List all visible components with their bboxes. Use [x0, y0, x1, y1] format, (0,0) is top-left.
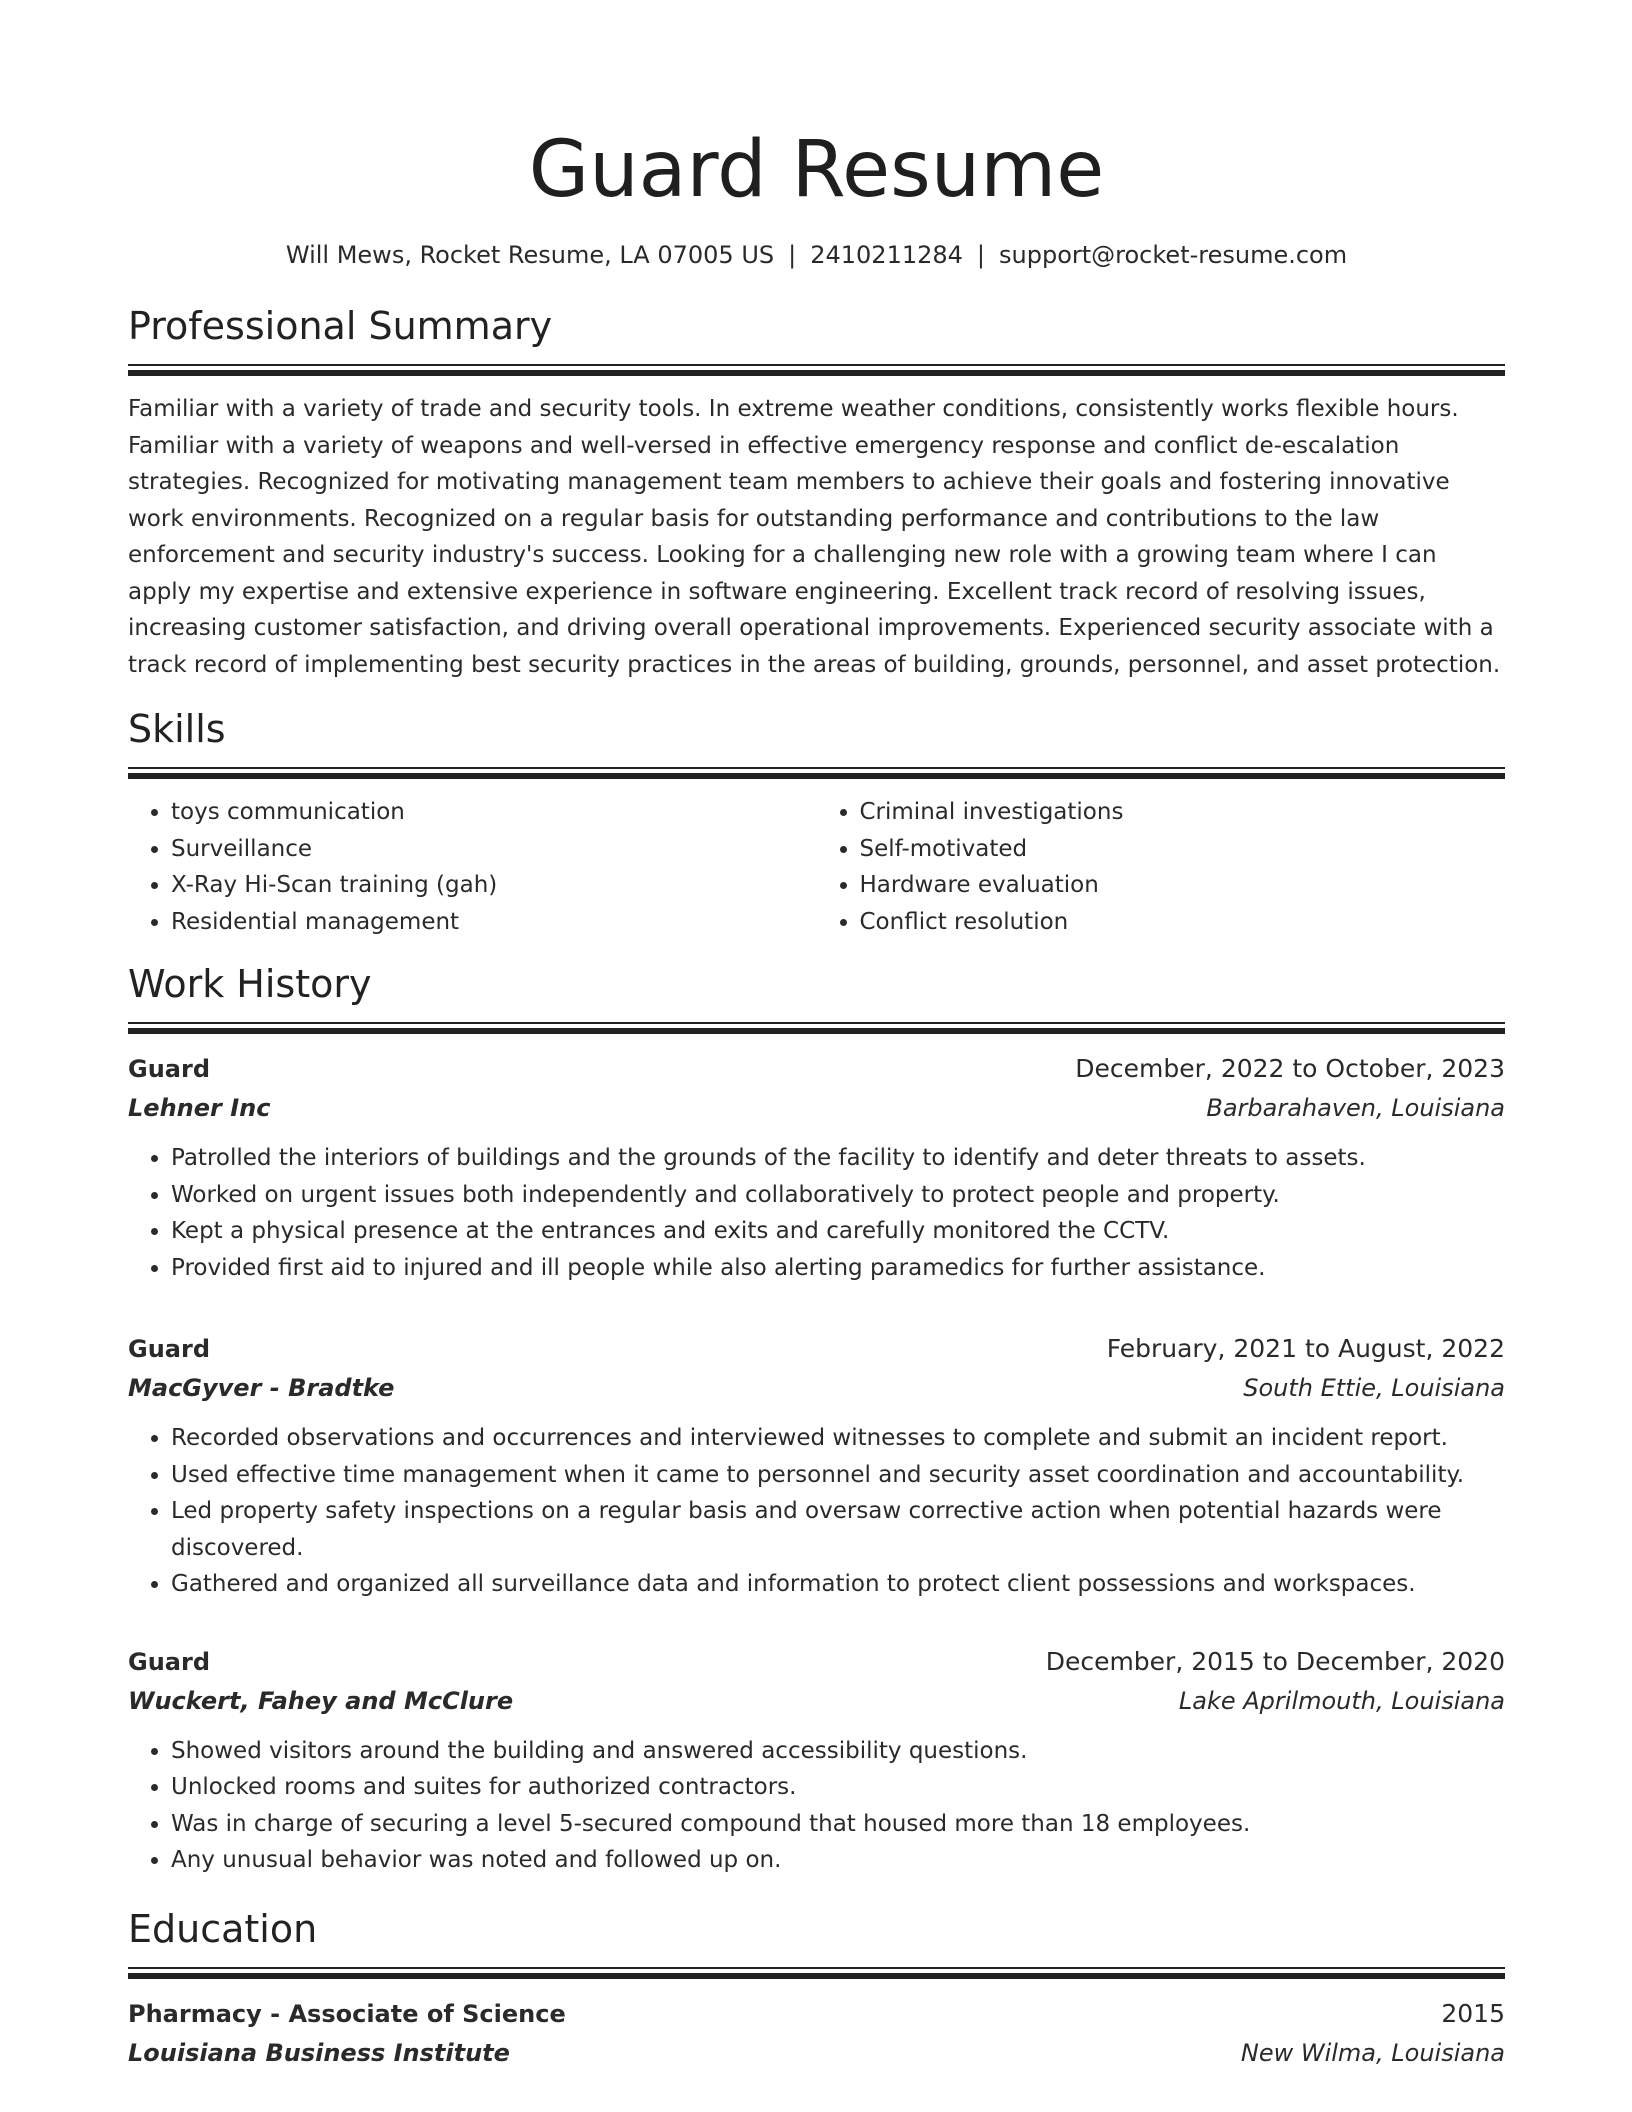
job-bullet: • Recorded observations and occurrences and interviewed witnesses to complete and submit an incident report.: [171, 1420, 1505, 1457]
job-bullet: • Gathered and organized all surveillance data and information to protect client possessions and workspaces.: [171, 1566, 1505, 1603]
job-entry: [128, 1643, 1505, 1879]
job-title: Guard: [128, 1647, 210, 1676]
job-bullet: • Worked on urgent issues both independently and collaboratively to protect people and property.: [171, 1177, 1505, 1214]
skill-item: • X-Ray Hi-Scan training (gah): [171, 867, 817, 904]
summary-section: [128, 302, 1505, 683]
section-divider-thick: [128, 1973, 1505, 1979]
job-bullets: [128, 1140, 1505, 1286]
skill-item: • Residential management: [171, 904, 817, 941]
job-location: Barbarahaven, Louisiana: [1206, 1094, 1505, 1122]
job-company: Wuckert, Fahey and McClure: [128, 1686, 514, 1715]
skills-section: [128, 705, 1505, 940]
job-bullet: • Unlocked rooms and suites for authorized contractors.: [171, 1769, 1505, 1806]
summary-text: Familiar with a variety of trade and security tools. In extreme weather conditions, consistently works flexible hours. Familiar with a variety of weapons and well-versed in effective emergency response and conflict de-escalation strategies. Recognized for motivating management team members to achieve their goals and fostering innovative work environments. Recognized on a regular basis for outstanding performance and contributions to the law enforcement and security industry's success. Looking for a challenging new role with a growing team where I can apply my expertise and extensive experience in software engineering. Excellent track record of resolving issues, increasing customer satisfaction, and driving overall operational improvements. Experienced security associate with a track record of implementing best security practices in the areas of building, grounds, personnel, and asset protection.: [128, 396, 1501, 678]
section-divider-thick: [128, 773, 1505, 779]
job-bullet: • Was in charge of securing a level 5-secured compound that housed more than 18 employees.: [171, 1806, 1505, 1843]
job-location: Lake Aprilmouth, Louisiana: [1178, 1686, 1505, 1715]
job-bullet: • Used effective time management when it came to personnel and security asset coordination and accountability.: [171, 1457, 1505, 1494]
section-divider-thick: [128, 370, 1505, 376]
skills-column-right: [817, 794, 1506, 940]
job-bullet: • Led property safety inspections on a regular basis and oversaw corrective action when potential hazards were discovered.: [171, 1493, 1505, 1566]
job-bullet: • Kept a physical presence at the entrances and exits and carefully monitored the CCTV.: [171, 1213, 1505, 1250]
job-bullets: [128, 1420, 1505, 1603]
section-heading-education: Education: [128, 1906, 318, 1951]
education-location: New Wilma, Louisiana: [1240, 2038, 1505, 2067]
job-bullet: • Patrolled the interiors of buildings and the grounds of the facility to identify and deter threats to assets.: [171, 1140, 1505, 1177]
job-bullets: [128, 1733, 1505, 1879]
job-entry: [128, 1050, 1505, 1286]
contact-email: support@rocket-resume.com: [999, 241, 1348, 269]
job-title: Guard: [128, 1055, 210, 1083]
job-entry: [128, 1330, 1505, 1603]
section-divider: [128, 1022, 1505, 1024]
job-bullet: • Showed visitors around the building and answered accessibility questions.: [171, 1733, 1505, 1770]
job-dates: December, 2015 to December, 2020: [1045, 1646, 1505, 1676]
job-location: South Ettie, Louisiana: [1243, 1374, 1505, 1402]
skills-list: [128, 794, 1505, 940]
job-bullet: • Provided first aid to injured and ill people while also alerting paramedics for further assistance.: [171, 1250, 1505, 1287]
skill-item: • Surveillance: [171, 831, 817, 868]
contact-line: [128, 238, 1505, 272]
job-bullet: • Any unusual behavior was noted and followed up on.: [171, 1842, 1505, 1879]
skill-item: • Conflict resolution: [860, 904, 1506, 941]
education-degree: Pharmacy - Associate of Science: [128, 1999, 566, 2028]
section-divider: [128, 364, 1505, 366]
contact-phone: 2410211284: [810, 241, 963, 269]
section-divider: [128, 767, 1505, 769]
skill-item: • Self-motivated: [860, 831, 1506, 868]
section-divider-thick: [128, 1028, 1505, 1034]
education-year: 2015: [1441, 1998, 1505, 2028]
education-entry: [128, 1995, 1505, 2073]
skill-item: • Criminal investigations: [860, 794, 1506, 831]
education-section: [128, 1905, 1505, 2073]
job-company: MacGyver - Bradtke: [128, 1374, 395, 1402]
job-title: Guard: [128, 1335, 210, 1363]
contact-separator: |: [976, 241, 986, 269]
job-dates: December, 2022 to October, 2023: [1075, 1054, 1505, 1083]
section-divider: [128, 1967, 1505, 1969]
contact-separator: |: [788, 241, 797, 269]
section-heading-work-history: Work History: [128, 962, 372, 1006]
resume-title: Guard Resume: [528, 125, 1105, 215]
skill-item: • toys communication: [171, 794, 817, 831]
section-heading-skills: Skills: [128, 707, 226, 751]
skills-column-left: [128, 794, 817, 940]
job-dates: February, 2021 to August, 2022: [1106, 1334, 1505, 1363]
skill-item: • Hardware evaluation: [860, 867, 1506, 904]
job-company: Lehner Inc: [128, 1094, 271, 1122]
education-school: Louisiana Business Institute: [128, 2038, 510, 2067]
work-history-section: [128, 960, 1505, 1879]
section-heading-summary: Professional Summary: [128, 304, 553, 348]
contact-address: Will Mews, Rocket Resume, LA 07005 US: [285, 241, 775, 269]
